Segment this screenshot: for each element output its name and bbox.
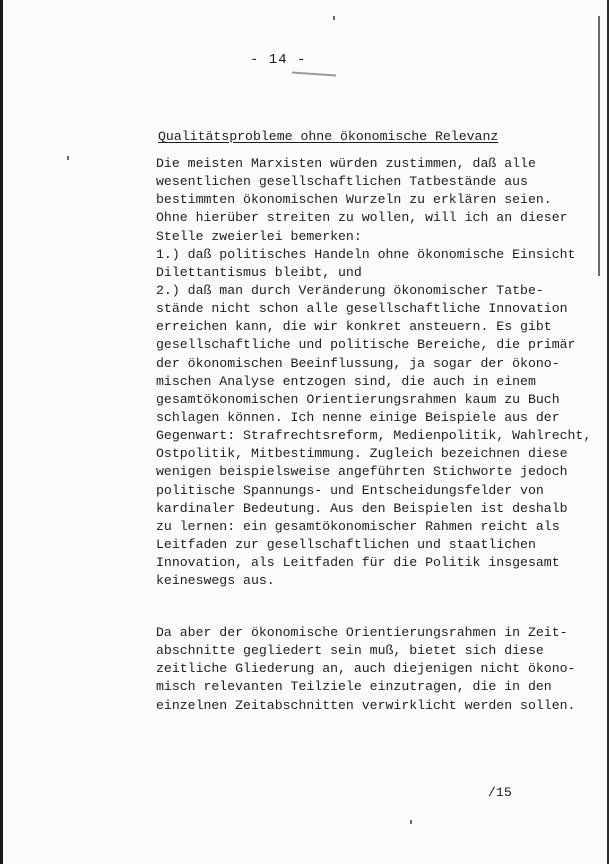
section-heading: Qualitätsprobleme ohne ökonomische Relevanz [158,129,499,144]
text-line: erreichen kann, die wir konkret ansteuern. Es gibt [156,319,552,335]
text-line: Da aber der ökonomische Orientierungsrahmen in Zeit- [156,625,568,640]
text-line: gesellschaftliche und politische Bereiche, die primär [156,337,576,353]
scan-speck [333,16,335,20]
scan-edge-mark [598,16,600,276]
paragraph-2 [156,624,575,715]
text-line: der ökonomischen Beeinflussung, ja sogar der ökono- [156,355,560,371]
text-line: Leitfaden zur gesellschaftlichen und staatlichen [156,536,536,552]
text-line: kardinaler Bedeutung. Aus den Beispielen ist deshalb [156,500,568,516]
text-line: zu lernen: ein gesamtökonomischer Rahmen reicht als [156,518,560,534]
text-line: 1.) daß politisches Handeln ohne ökonomische Einsicht [156,246,576,262]
text-line: 2.) daß man durch Veränderung ökonomischer Tatbe- [156,282,544,298]
page-number-scribble [292,71,336,76]
scan-speck [410,820,412,824]
text-line: Ohne hierüber streiten zu wollen, will ich an dieser [156,210,568,226]
text-line: wesentlichen gesellschaftlichen Tatbestände aus [156,174,528,190]
text-line: schlagen können. Ich nenne einige Beispiele aus der [156,409,560,425]
text-line: Stelle zweierlei bemerken: [156,228,362,244]
page-number: - 14 - [250,52,307,68]
text-line: stände nicht schon alle gesellschaftliche Innovation [156,301,568,317]
text-line: gesamtökonomischen Orientierungsrahmen kaum zu Buch [156,391,560,407]
text-line: misch relevanten Teilziele einzutragen, die in den [156,679,552,695]
text-line: wenigen beispielsweise angeführten Stichworte jedoch [156,464,568,480]
text-line: Die meisten Marxisten würden zustimmen, daß alle [156,156,536,171]
next-page-reference: /15 [488,785,512,800]
scan-speck [67,156,69,160]
paragraph-1 [156,155,591,590]
text-line: Dilettantismus bleibt, und [156,264,362,280]
text-line: Ostpolitik, Mitbestimmung. Zugleich bezeichnen diese [156,446,568,462]
text-line: Gegenwart: Strafrechtsreform, Medienpolitik, Wahlrecht, [156,428,592,444]
text-line: keineswegs aus. [156,573,275,589]
text-line: bestimmten ökonomischen Wurzeln zu erklären seien. [156,192,552,208]
text-line: einzelnen Zeitabschnitten verwirklicht werden sollen. [156,697,576,713]
text-line: Innovation, als Leitfaden für die Politik insgesamt [156,555,560,571]
text-line: abschnitte gegliedert sein muß, bietet sich diese [156,643,544,659]
text-line: zeitliche Gliederung an, auch diejenigen nicht ökono- [156,661,576,677]
text-line: politische Spannungs- und Entscheidungsfelder von [156,482,544,498]
scan-border-left [0,0,3,864]
text-line: mischen Analyse entzogen sind, die auch in einem [156,373,536,389]
